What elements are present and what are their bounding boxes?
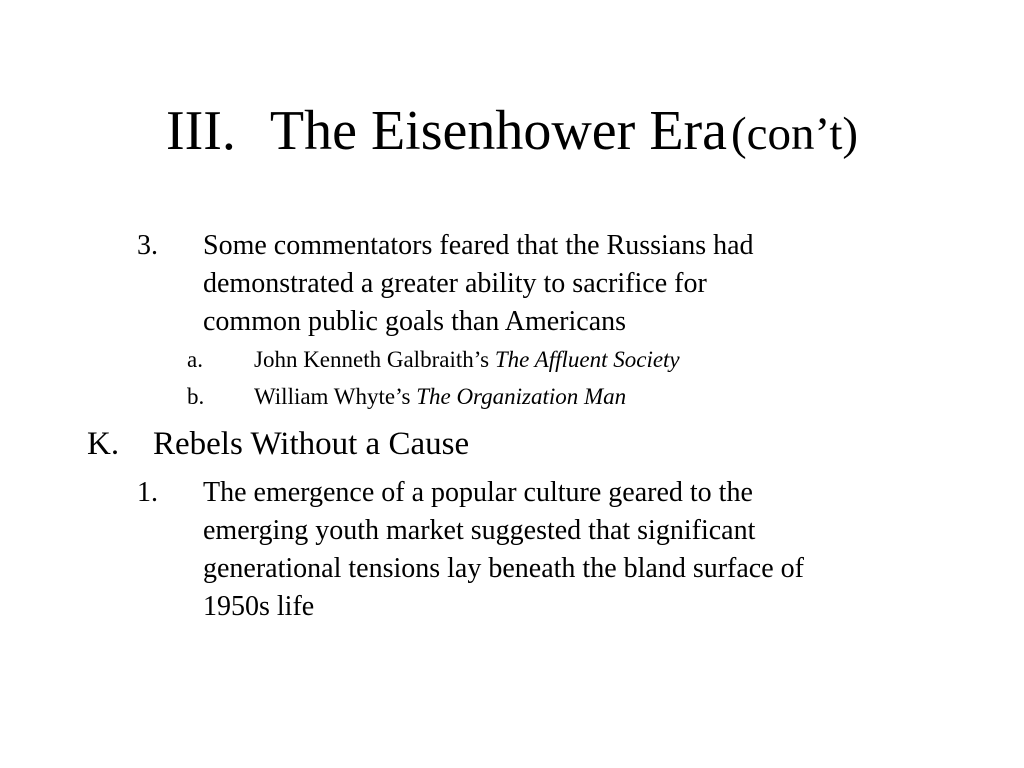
list-marker: b. xyxy=(187,384,205,409)
list-item-text xyxy=(254,382,626,412)
text-line: Some commentators feared that the Russians had xyxy=(203,230,754,261)
text-line: The emergence of a popular culture geared to the xyxy=(203,477,753,508)
book-title: The Organization Man xyxy=(416,384,627,409)
title-suffix: (con’t) xyxy=(731,108,859,160)
text-line: emerging youth market suggested that significant xyxy=(203,515,756,546)
list-item-text xyxy=(203,227,754,341)
book-author: William Whyte’s xyxy=(254,384,411,409)
text-line: demonstrated a greater ability to sacrifice for xyxy=(203,268,707,299)
list-marker: a. xyxy=(187,347,203,372)
book-author: John Kenneth Galbraith’s xyxy=(254,347,490,372)
title-text: The Eisenhower Era xyxy=(269,100,728,162)
title-section-number: III. xyxy=(165,100,236,162)
text-line: 1950s life xyxy=(203,591,315,622)
list-marker: 1. xyxy=(137,477,158,508)
section-heading-text: Rebels Without a Cause xyxy=(153,426,470,462)
text-line: common public goals than Americans xyxy=(203,306,627,337)
slide-title xyxy=(0,100,1024,162)
list-item-text xyxy=(203,474,804,626)
list-marker: K. xyxy=(87,426,120,462)
list-marker: 3. xyxy=(137,230,158,261)
book-title: The Affluent Society xyxy=(494,347,680,372)
list-item-text xyxy=(254,345,680,375)
text-line: generational tensions lay beneath the bland surface of xyxy=(203,553,804,584)
